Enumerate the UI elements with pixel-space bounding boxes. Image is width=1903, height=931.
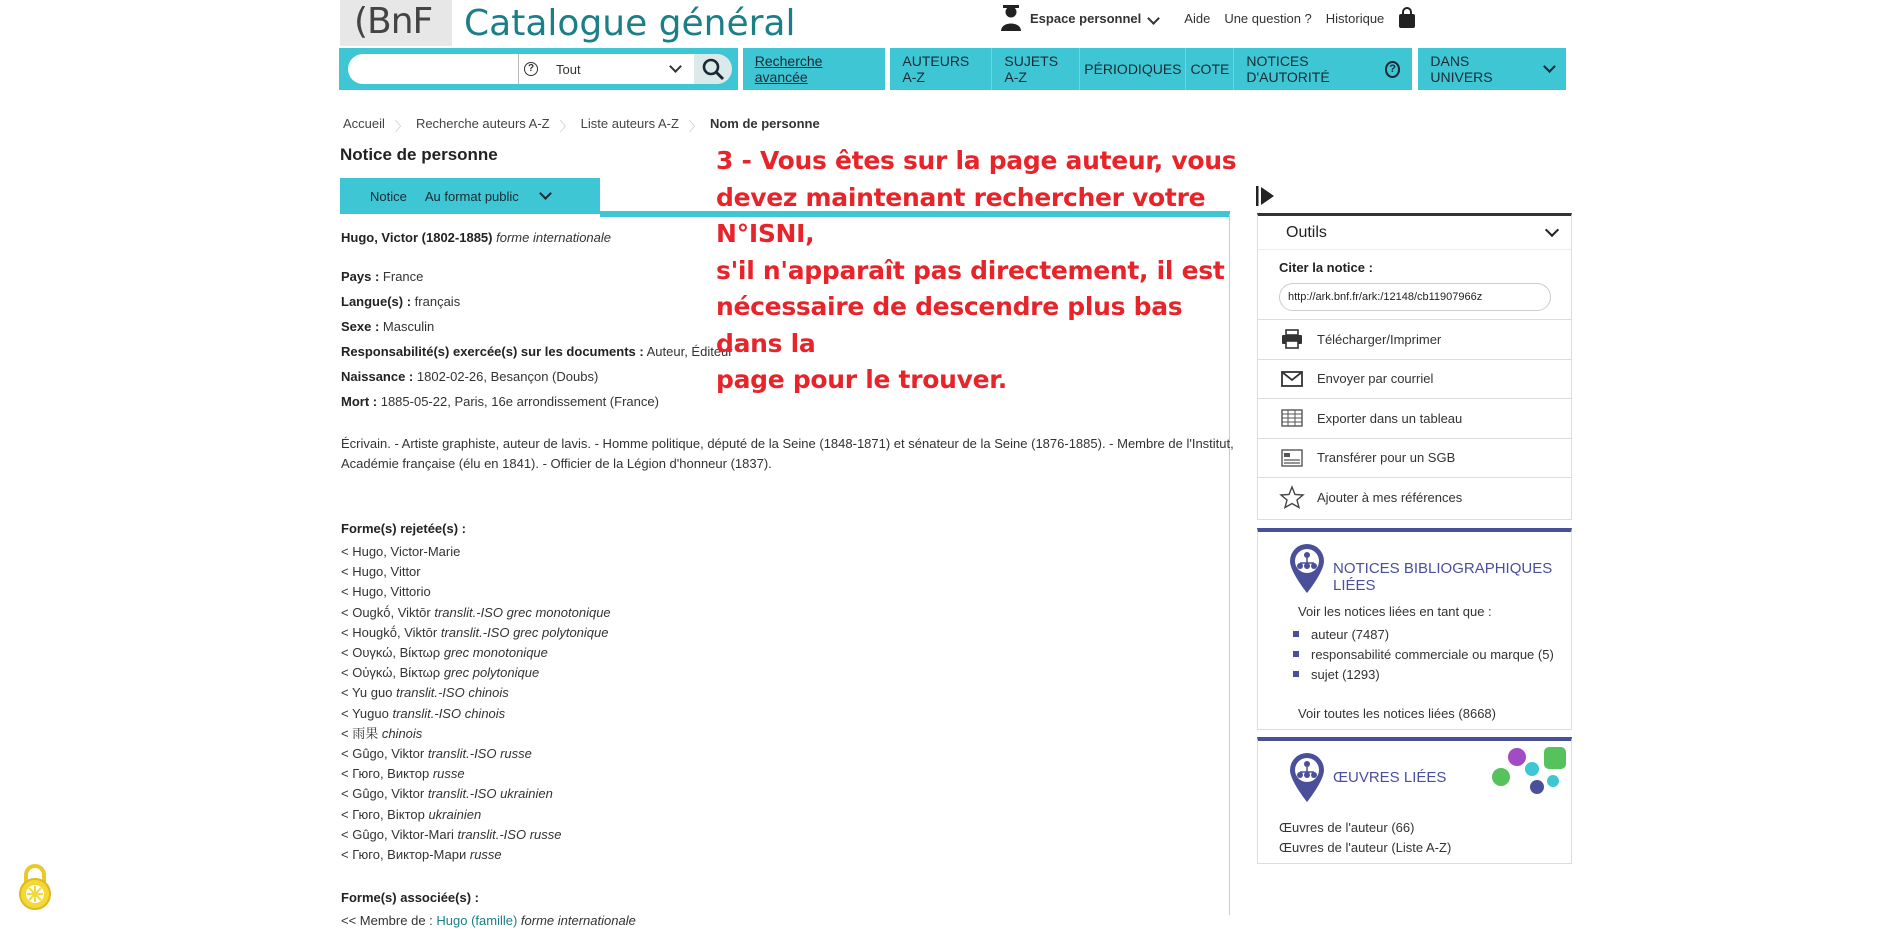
tool-courriel[interactable] <box>1258 359 1571 399</box>
breadcrumb-separator: 〉 <box>394 119 408 134</box>
logo-text: BnF <box>367 1 433 42</box>
form-text: < Gûgo, Viktor <box>341 746 428 762</box>
nav-sujets[interactable]: SUJETS A-Z <box>992 48 1080 90</box>
biblio-title: NOTICES BIBLIOGRAPHIQUES LIÉES <box>1333 560 1553 594</box>
dans-univers-menu[interactable] <box>1418 48 1566 90</box>
historique-link[interactable]: Historique <box>1325 10 1385 26</box>
mail-icon <box>1281 371 1303 387</box>
tool-label: Exporter dans un tableau <box>1317 410 1463 426</box>
tool-label: Télécharger/Imprimer <box>1317 331 1442 347</box>
cite-url-field[interactable]: http://ark.bnf.fr/ark:/12148/cb11907966z <box>1279 283 1551 311</box>
search-scope-select[interactable] <box>518 54 694 84</box>
form-note: russe <box>469 847 502 863</box>
form-note: translit.-ISO ukrainien <box>427 786 553 802</box>
list-item <box>341 825 1221 845</box>
oeuvres-title: ŒUVRES LIÉES <box>1333 769 1447 786</box>
form-text: < Yu guo <box>341 685 397 701</box>
field-value: 1802-02-26, Besançon (Doubs) <box>413 369 599 384</box>
chevron-down-icon <box>669 60 682 73</box>
form-note: chinois <box>381 725 423 741</box>
list-item <box>341 542 1221 562</box>
form-note: grec monotonique <box>443 645 548 661</box>
notices-autorite-label: NOTICES D'AUTORITÉ <box>1246 53 1330 85</box>
form-text: < Hugo, Vittor <box>341 564 421 580</box>
recherche-avancee-link[interactable] <box>743 48 886 90</box>
annotation-line: nécessaire de descendre plus bas dans la <box>716 292 1183 358</box>
associated-form: forme internationale <box>517 913 636 929</box>
tools-panel <box>1257 213 1572 520</box>
chevron-down-icon[interactable] <box>1149 11 1158 26</box>
person-name: Hugo, Victor (1802-1885) <box>341 230 493 245</box>
form-note: ukrainien <box>428 806 482 822</box>
annotation-line: page pour le trouver. <box>716 365 1007 394</box>
breadcrumb-accueil[interactable]: Accueil <box>343 116 385 131</box>
nav-cote[interactable]: COTE <box>1186 48 1234 90</box>
biblio-link-auteur[interactable]: auteur (7487) <box>1293 624 1554 644</box>
breadcrumb-current: Nom de personne <box>709 116 820 131</box>
annotation-line: s'il n'apparaît pas directement, il est <box>716 255 1225 285</box>
field-label: Sexe : <box>341 319 380 334</box>
aide-link[interactable]: Aide <box>1184 10 1211 26</box>
tool-telecharger[interactable] <box>1258 319 1571 359</box>
bnf-logo[interactable] <box>340 0 452 46</box>
list-item <box>341 603 1221 623</box>
form-text: < Гюго, Віктор <box>341 806 429 822</box>
nav-periodiques[interactable]: PÉRIODIQUES <box>1080 48 1186 90</box>
network-pin-icon <box>1288 753 1326 803</box>
list-item <box>341 724 1221 744</box>
tab-notice[interactable]: Notice <box>370 188 407 204</box>
accessibility-lock-icon[interactable] <box>17 862 53 910</box>
form-text: < Hugo, Vittorio <box>341 584 431 600</box>
list-item <box>341 845 1221 865</box>
list-item <box>341 704 1221 724</box>
top-links <box>1000 0 1416 36</box>
cite-label: Citer la notice : <box>1279 260 1373 275</box>
annotation-line: devez maintenant rechercher votre N°ISNI, <box>716 182 1206 248</box>
biblio-list <box>1293 624 1554 684</box>
form-text: < Hougkṓ, Viktōr <box>341 624 441 640</box>
rejected-forms-title: Forme(s) rejetée(s) : <box>341 521 466 536</box>
form-text: < Yuguo <box>341 705 393 721</box>
nav-notices-autorite[interactable] <box>1234 48 1412 90</box>
biblio-panel <box>1257 528 1572 730</box>
biblio-all-link[interactable]: Voir toutes les notices liées (8668) <box>1298 706 1496 721</box>
field-value: français <box>411 294 461 309</box>
field-label: Responsabilité(s) exercée(s) sur les documents : <box>341 344 644 359</box>
star-icon <box>1280 486 1304 508</box>
form-text: < Gûgo, Viktor <box>341 786 428 802</box>
chevron-down-icon <box>1545 222 1559 236</box>
form-text: < Гюго, Виктор <box>341 766 433 782</box>
format-select[interactable]: Au format public <box>424 188 519 204</box>
field-value: Auteur, Éditeur <box>643 344 733 359</box>
biblio-link-sujet[interactable]: sujet (1293) <box>1293 664 1554 684</box>
form-note: translit.-ISO chinois <box>392 705 506 721</box>
field-label: Mort : <box>341 394 378 409</box>
shopping-bag-icon[interactable] <box>1398 7 1416 29</box>
field-value: France <box>379 269 424 284</box>
logo-bracket: ( <box>354 1 368 42</box>
biography-line: Académie française (élu en 1841). - Officier de la Légion d'honneur (1837). <box>341 456 772 471</box>
printer-icon <box>1281 329 1303 349</box>
table-icon <box>1281 409 1303 427</box>
breadcrumb <box>343 116 830 135</box>
form-note: russe <box>432 766 465 782</box>
form-text: < Οὐγκώ, Βίκτωρ <box>341 665 444 681</box>
form-note: translit.-ISO russe <box>457 826 562 842</box>
name-form: forme internationale <box>496 230 612 245</box>
field-label: Naissance : <box>341 369 414 384</box>
network-pin-icon <box>1288 544 1326 594</box>
collapse-sidebar-icon[interactable] <box>1256 185 1276 207</box>
list-item <box>341 805 1221 825</box>
associated-forms-title: Forme(s) associée(s) : <box>341 890 479 906</box>
field-value: Masculin <box>379 319 435 334</box>
list-item <box>341 784 1221 804</box>
tools-panel-header[interactable] <box>1258 216 1571 250</box>
search-bar <box>339 48 738 90</box>
oeuvres-panel <box>1257 737 1572 864</box>
form-note: grec polytonique <box>443 665 540 681</box>
form-text: < Gûgo, Viktor-Mari <box>341 826 458 842</box>
oeuvres-link-list[interactable]: Œuvres de l'auteur (Liste A-Z) <box>1279 840 1452 855</box>
breadcrumb-separator: 〉 <box>688 119 702 134</box>
tool-label: Envoyer par courriel <box>1317 371 1434 387</box>
form-text: < Гюго, Виктор-Мари <box>341 847 470 863</box>
search-icon <box>701 57 725 81</box>
field-label: Langue(s) : <box>341 294 412 309</box>
form-note: translit.-ISO chinois <box>396 685 509 701</box>
field-label: Pays : <box>341 269 380 284</box>
list-item <box>341 683 1221 703</box>
biography-line: Écrivain. - Artiste graphiste, auteur de lavis. - Homme politique, député de la Seine (1848-1871) et sénateur de la Seine (1876-1885). - Membre de l'Institut, <box>341 436 1234 451</box>
main-navbar <box>339 48 1566 90</box>
help-icon[interactable]: ? <box>524 62 538 76</box>
form-note: translit.-ISO russe <box>427 746 532 762</box>
chevron-down-icon <box>1543 60 1556 73</box>
form-text: < 雨果 <box>341 725 382 741</box>
list-item <box>341 911 1221 931</box>
form-note: translit.-ISO grec polytonique <box>440 624 609 640</box>
list-item <box>341 764 1221 784</box>
question-link[interactable]: Une question ? <box>1224 10 1312 26</box>
rejected-forms-list <box>341 542 1221 865</box>
site-title[interactable]: Catalogue général <box>464 3 796 44</box>
page-title: Notice de personne <box>340 145 498 164</box>
field-value: 1885-05-22, Paris, 16e arrondissement (France) <box>377 394 659 409</box>
form-text: < Ουγκώ, Βίκτωρ <box>341 645 444 661</box>
form-note: translit.-ISO grec monotonique <box>434 604 611 620</box>
breadcrumb-separator: 〉 <box>559 119 573 134</box>
list-item <box>341 744 1221 764</box>
user-icon[interactable] <box>1000 5 1022 31</box>
nav-auteurs[interactable]: AUTEURS A-Z <box>890 48 992 90</box>
tools-title: Outils <box>1286 223 1327 241</box>
tool-exporter[interactable] <box>1258 398 1571 438</box>
biblio-link-responsabilite[interactable]: responsabilité commerciale ou marque (5) <box>1293 644 1554 664</box>
chevron-down-icon[interactable] <box>539 187 552 200</box>
notice-tabs <box>340 178 600 214</box>
transfer-icon <box>1281 449 1303 467</box>
dans-univers-label: DANS UNIVERS <box>1430 53 1493 85</box>
tutorial-annotation <box>716 143 1246 399</box>
annotation-line: 3 - Vous êtes sur la page auteur, vous <box>716 146 1237 175</box>
associated-link[interactable]: Hugo (famille) <box>436 913 518 929</box>
help-icon[interactable]: ? <box>1385 61 1401 78</box>
espace-personnel-link[interactable]: Espace personnel <box>1030 10 1142 26</box>
list-item <box>341 643 1221 663</box>
breadcrumb-recherche-auteurs[interactable]: Recherche auteurs A-Z <box>415 116 550 131</box>
nav-group <box>890 48 1412 90</box>
biblio-intro: Voir les notices liées en tant que : <box>1298 604 1492 619</box>
list-item <box>341 623 1221 643</box>
form-text: < Ougkṓ, Viktōr <box>341 604 435 620</box>
search-button[interactable] <box>694 54 732 84</box>
tool-sgb[interactable] <box>1258 438 1571 478</box>
form-text: < Hugo, Victor-Marie <box>341 544 461 559</box>
tool-references[interactable] <box>1258 477 1571 517</box>
tool-label: Ajouter à mes références <box>1317 489 1463 505</box>
speech-bubbles-icon <box>1481 743 1569 803</box>
list-item <box>341 562 1221 582</box>
list-item <box>341 582 1221 602</box>
oeuvres-link-count[interactable]: Œuvres de l'auteur (66) <box>1279 820 1415 835</box>
list-item <box>341 663 1221 683</box>
associated-prefix: << Membre de : <box>341 913 437 929</box>
search-scope-value: Tout <box>556 61 581 77</box>
tool-label: Transférer pour un SGB <box>1317 450 1456 466</box>
search-input[interactable] <box>348 54 518 84</box>
breadcrumb-liste-auteurs[interactable]: Liste auteurs A-Z <box>580 116 679 131</box>
recherche-avancee-label: Recherche avancée <box>754 53 823 85</box>
